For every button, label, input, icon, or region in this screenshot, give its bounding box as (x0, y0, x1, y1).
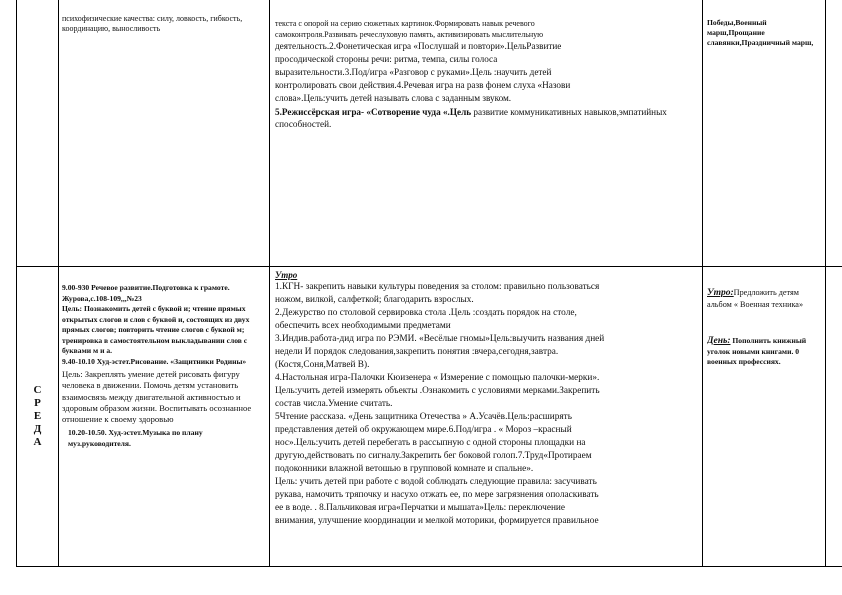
item5-title: 5.Режиссёрская игра- «Сотворение чуда «.Цель (275, 107, 472, 117)
lesson-speech-goal: Цель: Познакомить детей с буквой и; чтение прямых открытых слогов и слов с буквой и, состоящих из двух прямых слогов; повторить чтение слогов с буквой м; тренировка в самостоятельном выкладывании слов с буквами м и а. (62, 304, 250, 355)
table-row-wednesday (16, 266, 842, 567)
text-line: просодической стороны речи: ритма, темпа, силы голоса (275, 54, 498, 64)
text-line: 2.Дежурство по столовой сервировка стола .Цель :создать порядок на столе, (275, 308, 577, 318)
text-line: внимания, улучшение координации и мелкой моторики, формируется правильное (275, 516, 599, 526)
text-line: обеспечить всех необходимыми предметами (275, 321, 451, 331)
text-line: состав числа.Умение считать. (275, 399, 393, 409)
lesson-speech-title: 9.00-930 Речевое развитие.Подготовка к грамоте. (62, 283, 230, 292)
day-letter: А (33, 436, 42, 448)
text-line: текста с опорой на серию сюжетных картинок.Формировать навык речевого (275, 19, 535, 28)
day-letter: С (33, 384, 42, 396)
text-line: контролировать свои действия.4.Речевая игра на разв фонем слуха «Назови (275, 80, 571, 90)
table-row-previous-day (16, 0, 842, 266)
item5-text: развитие коммуникативных навыков,эмпатийных способностей. (275, 107, 667, 130)
day-letter: Р (34, 397, 41, 409)
text-line: Цель: учить детей при работе с водой соблюдать следующие правила: засучивать (275, 477, 597, 487)
environment-day-text: Пополнить книжный уголок новыми книгами. 0 военных профессиях. (707, 336, 807, 366)
environment-morning (707, 287, 821, 310)
day-letter: Е (33, 410, 42, 422)
text-line: выразительности.3.Под/игра «Разговор с руками».Цель :научить детей (275, 67, 552, 77)
column-divider (58, 0, 59, 266)
text-line: представления детей об окружающем мире.6.Под/игра . « Мороз –красный (275, 425, 572, 435)
lessons-cell (62, 283, 264, 449)
joint-activity-cell (275, 270, 703, 528)
text-line: ножом, вилкой, салфеткой; благодарить взрослых. (275, 295, 474, 305)
row1-activities-text: психофизические качества: силу, ловкость, гибкость, координацию, выносливость (62, 14, 243, 33)
row1-environment-cell (707, 18, 819, 48)
column-divider (269, 267, 270, 566)
day-of-week-label (34, 384, 42, 449)
row1-joint-activity-cell (275, 18, 701, 131)
text-line: деятельность.2.Фонетическая игра «Послушай и повтори».ЦельРазвитие (275, 41, 562, 51)
text-line: нос».Цель:учить детей перебегать в рассыпную с одной стороны площадки на (275, 438, 586, 448)
column-divider (825, 267, 826, 566)
text-line: 4.Настольная игра-Палочки Кюизенера « Измерение с помощью палочки-мерки». (275, 373, 600, 383)
environment-day-label: День: (707, 336, 731, 346)
environment-morning-label: Утро: (707, 288, 734, 298)
day-letter: Д (33, 423, 42, 435)
lesson-speech-source: Журова,с.108-109,,,№23 (62, 293, 142, 303)
lesson-music: 10.20-10.50. Худ-эстет.Музыка по плану муз.руководителя. (68, 428, 203, 448)
column-divider (58, 267, 59, 566)
text-line: (Костя,Соня,Матвей В). (275, 360, 370, 370)
row1-text-small-lines (275, 18, 701, 105)
text-line: 3.Индив.работа-дид игра по РЭМИ. «Весёлые гномы»Цель:выучить названия дней (275, 334, 605, 344)
lesson-drawing-goal: Цель: Закреплять умение детей рисовать фигуру человека в движении. Помочь детям установить взаимосвязь между двигательной активностью и здоровым образом жизни. Воспитывать осознанное отношение к своему здоровью (62, 369, 252, 425)
environment-morning-text: Предложить детям альбом « Военная техника» (707, 288, 804, 309)
text-line: 1.КГН- закрепить навыки культуры поведения за столом: правильно пользоваться (275, 282, 600, 292)
text-line: другую,действовать по сигналу.Закрепить бег боковой голоп.7.Труд«Протираем (275, 451, 592, 461)
column-divider (269, 0, 270, 266)
text-line: 5Чтение рассказа. «День защитника Отечества » А.Усачёв.Цель:расширять (275, 412, 572, 422)
column-divider (825, 0, 826, 266)
text-line: Цель:учить детей измерять объекты .Ознакомить с условиями мерками.Закрепить (275, 386, 600, 396)
environment-cell (707, 287, 821, 368)
morning-activities (275, 281, 703, 528)
row1-item5 (275, 106, 701, 131)
text-line: подоконники влажной ветошью в групповой комнате и спальне». (275, 464, 534, 474)
row1-environment-text: Победы,Военный марш,Прощание славянки,Праздничный марш, (707, 18, 814, 47)
text-line: ее в воде. . 8.Пальчиковая игра«Перчатки и мышата»Цель: переключение (275, 503, 566, 513)
text-line: самоконтроля.Развивать речеслуховую память, активизировать мыслительную (275, 30, 544, 39)
text-line: рукава, намочить тряпочку и насухо отжать ее, по мере загрязнения ополаскивать (275, 490, 599, 500)
text-line: слова».Цель:учить детей называть слова с заданным звуком. (275, 93, 512, 103)
morning-heading: Утро (275, 270, 298, 280)
environment-day (707, 336, 821, 368)
text-line: недели И порядок следования,закрепить понятия :вчера,сегодня,завтра. (275, 347, 559, 357)
day-of-week-cell (17, 267, 58, 566)
row1-activities-cell (62, 14, 262, 34)
lesson-drawing-title: 9.40-10.10 Худ-эстет.Рисование. «Защитники Родины» (62, 356, 247, 366)
column-divider (702, 0, 703, 266)
